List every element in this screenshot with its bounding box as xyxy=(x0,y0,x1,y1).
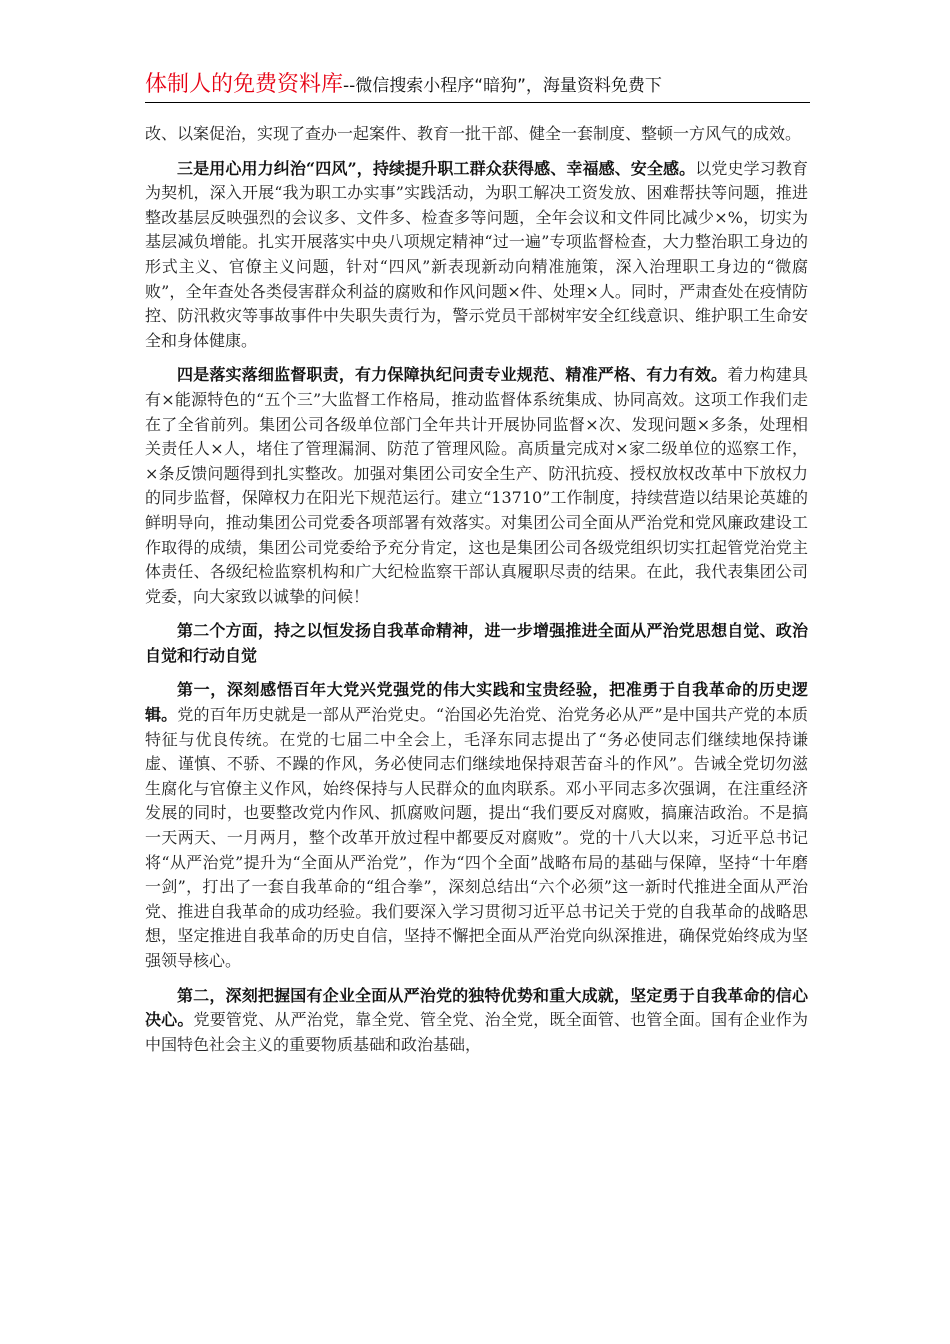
document-body xyxy=(145,122,808,1067)
paragraph-lead: 三是用心用力纠治“四风”，持续提升职工群众获得感、幸福感、安全感。 xyxy=(177,158,696,178)
paragraph-text: 以党史学习教育为契机，深入开展“我为职工办实事”实践活动，为职工解决工资发放、困难帮扶等问题，推进整改基层反映强烈的会议多、文件多、检查多等问题，全年会议和文件同比减少×%，切实为基层减负增能。扎实开展落实中央八项规定精神“过一遍”专项监督检查，大力整治职工身边的形式主义、官僚主义问题，针对“四风”新表现新动向精准施策，深入治理职工身边的“微腐败”，全年查处各类侵害群众利益的腐败和作风问题×件、处理×人。同时，严肃查处在疫情防控、防汛救灾等事故事件中失职失责行为，警示党员干部树牢安全红线意识、维护职工生命安全和身体健康。 xyxy=(145,158,808,350)
paragraph xyxy=(145,678,808,973)
paragraph-text: 改、以案促治，实现了查办一起案件、教育一批干部、健全一套制度、整顿一方风气的成效。 xyxy=(145,124,802,143)
paragraph-lead: 四是落实落细监督职责，有力保障执纪问责专业规范、精准严格、有力有效。 xyxy=(177,365,728,385)
paragraph-text: 着力构建具有×能源特色的“五个三”大监督工作格局，推动监督体系统集成、协同高效。这项工作我们走在了全省前列。集团公司各级单位部门全年共计开展协同监督×次、发现问题×多条，处理相关责任人×人，堵住了管理漏洞、防范了管理风险。高质量完成对×家二级单位的巡察工作，×条反馈问题得到扎实整改。加强对集团公司安全生产、防汛抗疫、授权放权改革中下放权力的同步监督，保障权力在阳光下规范运行。建立“13710”工作制度，持续营造以结果论英雄的鲜明导向，推动集团公司党委各项部署有效落实。对集团公司全面从严治党和党风廉政建设工作取得的成绩，集团公司党委给予充分肯定，这也是集团公司各级党组织切实扛起管党治党主体责任、各级纪检监察机构和广大纪检监察干部认真履职尽责的结果。在此，我代表集团公司党委，向大家致以诚挚的问候！ xyxy=(145,365,808,606)
paragraph xyxy=(145,363,808,609)
paragraph-lead: 第二个方面，持之以恒发扬自我革命精神，进一步增强推进全面从严治党思想自觉、政治自觉和行动自觉 xyxy=(145,621,808,665)
header-site-name: 体制人的免费资料库 xyxy=(145,72,344,97)
section-heading xyxy=(145,619,808,668)
paragraph-lead: 第一，深刻感悟百年大党兴党强党的伟大实践和宝贵经验，把准勇于自我革命的历史逻辑。 xyxy=(145,680,808,725)
paragraph xyxy=(145,157,808,354)
paragraph xyxy=(145,984,808,1058)
paragraph xyxy=(145,122,808,147)
header-tagline: --微信搜索小程序“暗狗”，海量资料免费下 xyxy=(343,76,662,96)
page-header xyxy=(145,68,810,103)
paragraph-text: 党要管党、从严治党，靠全党、管全党、治全党，既全面管、也管全面。国有企业作为中国特色社会主义的重要物质基础和政治基础， xyxy=(145,1010,808,1054)
paragraph-text: 党的百年历史就是一部从严治党史。“治国必先治党、治党务必从严”是中国共产党的本质特征与优良传统。在党的七届二中全会上，毛泽东同志提出了“务必使同志们继续地保持谦虚、谨慎、不骄、不躁的作风，务必使同志们继续地保持艰苦奋斗的作风”。告诫全党切勿滋生腐化与官僚主义作风，始终保持与人民群众的血肉联系。邓小平同志多次强调，在注重经济发展的同时，也要整改党内作风、抓腐败问题，提出“我们要反对腐败，搞廉洁政治。不是搞一天两天、一月两月，整个改革开放过程中都要反对腐败”。党的十八大以来，习近平总书记将“从严治党”提升为“全面从严治党”，作为“四个全面”战略布局的基础与保障，坚持“十年磨一剑”，打出了一套自我革命的“组合拳”，深刻总结出“六个必须”这一新时代推进全面从严治党、推进自我革命的成功经验。我们要深入学习贯彻习近平总书记关于党的自我革命的战略思想，坚定推进自我革命的历史自信，坚持不懈把全面从严治党向纵深推进，确保党始终成为坚强领导核心。 xyxy=(145,705,808,970)
paragraph-lead: 第二，深刻把握国有企业全面从严治党的独特优势和重大成就，坚定勇于自我革命的信心决心。 xyxy=(145,985,808,1030)
